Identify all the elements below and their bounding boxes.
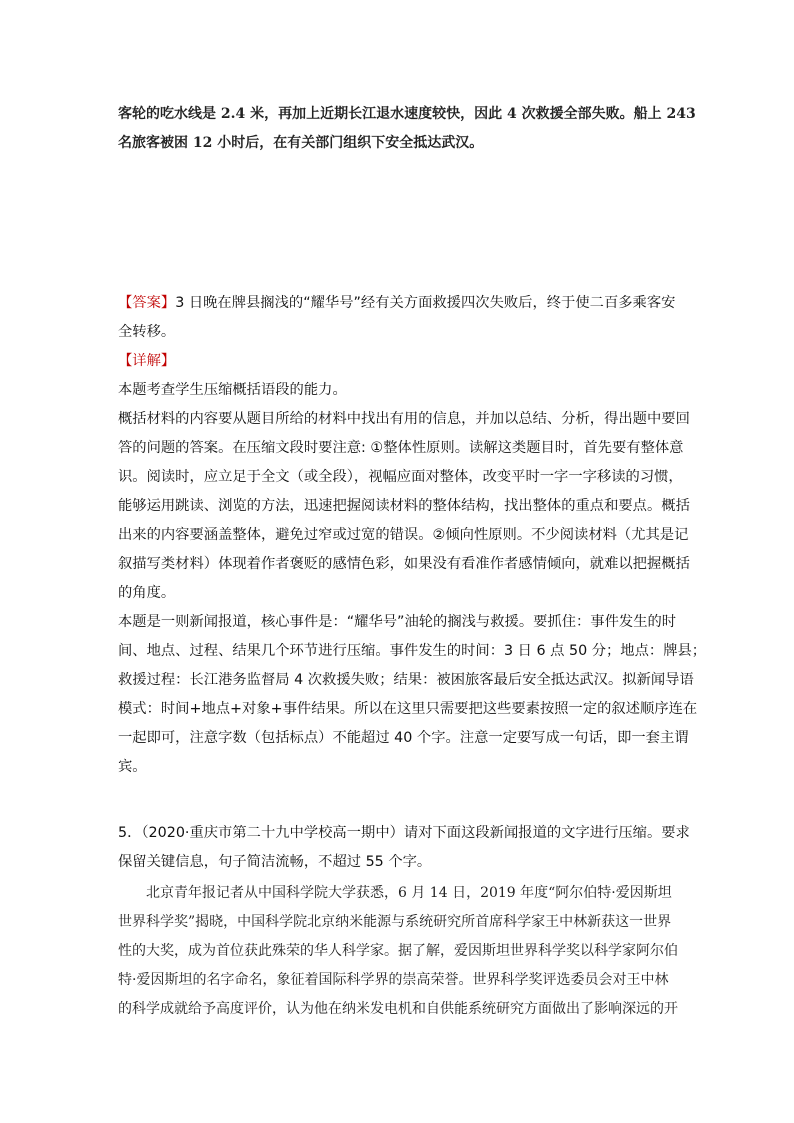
answer-line: 全转移。	[118, 324, 176, 340]
news-line: 的科学成就给予高度评价，认为他在纳米发电机和自供能系统研究方面做出了影响深远的开	[118, 1001, 678, 1017]
answer-text: 3 日晚在牌县搁浅的“耀华号”经有关方面救援四次失败后，终于使二百多乘客安	[175, 295, 676, 311]
passage-line: 名旅客被困 12 小时后，在有关部门组织下安全抵达武汉。	[118, 135, 484, 151]
detail-line: 出来的内容要涵盖整体，避免过窄或过宽的错误。②倾向性原则。不少阅读材料（尤其是记	[118, 527, 689, 543]
detail-line: 本题考查学生压缩概括语段的能力。	[118, 382, 347, 398]
question-line: 5．（2020·重庆市第二十九中学校高一期中）请对下面这段新闻报道的文字进行压缩。要求	[118, 825, 690, 841]
news-line: 北京青年报记者从中国科学院大学获悉，6 月 14 日，2019 年度“阿尔伯特·爱因斯坦	[118, 885, 672, 901]
news-passage	[118, 879, 688, 1024]
detail-line: 一起即可，注意字数（包括标点）不能超过 40 个字。注意一定要写成一句话，即一套主谓	[118, 730, 689, 746]
detail-line: 宾。	[118, 759, 147, 775]
detail-line: 叙描写类材料）体现着作者褒贬的感情色彩，如果没有看准作者感情倾向，就难以把握概括	[118, 556, 690, 572]
detail-line: 识。阅读时，应立足于全文（或全段），视幅应面对整体，改变平时一字一字移读的习惯，	[118, 469, 683, 485]
detail-line: 间、地点、过程、结果几个环节进行压缩。事件发生的时间：3 日 6 点 50 分；地点：牌县；	[118, 643, 707, 659]
detail-tag: 【详解】	[118, 353, 176, 369]
question-line: 保留关键信息，句子简洁流畅，不超过 55 个字。	[118, 854, 432, 870]
passage-line: 客轮的吃水线是 2.4 米，再加上近期长江退水速度较快，因此 4 次救援全部失败。船上 243	[118, 106, 696, 122]
detail-line: 本题是一则新闻报道，核心事件是：“耀华号”油轮的搁浅与救援。要抓住：事件发生的时	[118, 614, 677, 630]
detail-line: 答的问题的答案。在压缩文段时要注意: ①整体性原则。读解这类题目时，首先要有整体意	[118, 440, 684, 456]
detail-line: 模式：时间+地点+对象+事件结果。所以在这里只需要把这些要素按照一定的叙述顺序连在	[118, 701, 698, 717]
detail-line: 救援过程：长江港务监督局 4 次救援失败；结果：被困旅客最后安全抵达武汉。拟新闻导语	[118, 672, 694, 688]
news-line: 性的大奖，成为首位获此殊荣的华人科学家。据了解，爱因斯坦世界科学奖以科学家阿尔伯	[118, 943, 678, 959]
news-line: 世界科学奖”揭晓，中国科学院北京纳米能源与系统研究所首席科学家王中林新获这一世界	[118, 914, 672, 930]
detail-line: 概括材料的内容要从题目所给的材料中找出有用的信息，并加以总结、分析，得出题中要回	[118, 411, 690, 427]
answer-section	[118, 289, 707, 782]
detail-line: 的角度。	[118, 585, 176, 601]
news-line: 特·爱因斯坦的名字命名，象征着国际科学界的崇高荣誉。世界科学奖评选委员会对王中林	[118, 972, 669, 988]
question-5	[118, 819, 688, 877]
answer-line	[118, 289, 688, 318]
top-passage	[118, 100, 696, 158]
detail-line: 能够运用跳读、浏览的方法，迅速把握阅读材料的整体结构，找出整体的重点和要点。概括	[118, 498, 690, 514]
answer-tag: 【答案】	[118, 295, 176, 311]
